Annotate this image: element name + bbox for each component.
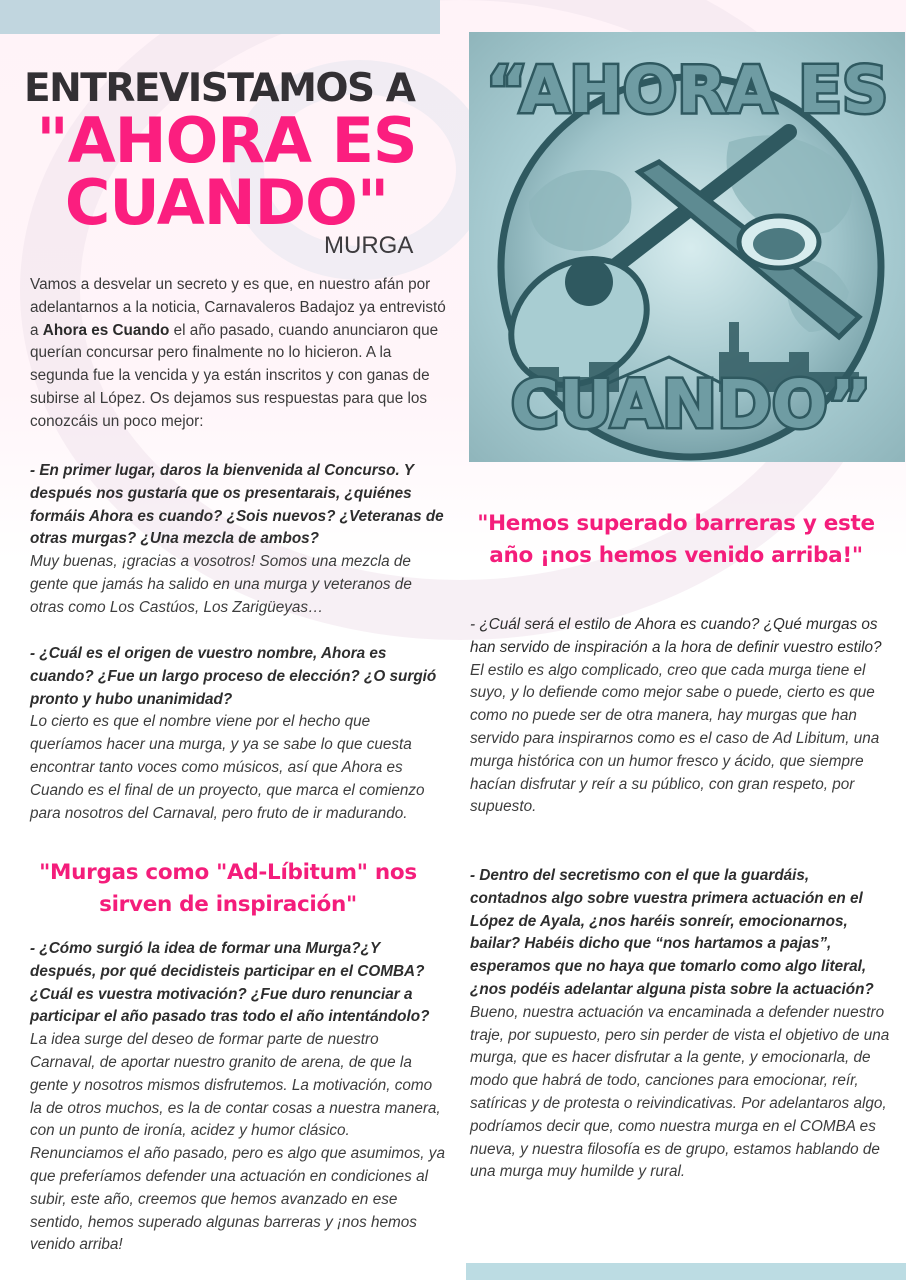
answer: El estilo es algo complicado, creo que cada murga tiene el suyo, y lo defiende como mejor sabe o puede, cierto es que como no puede ser de otra manera, hay murgas que han servido para inspirarnos como es el caso de Ad Libitum, una murga histórica con un humor fresco y ácido, que siempre hacían disfrutar y reír a su público, con gran respeto, por supuesto. bbox=[470, 661, 880, 816]
pullquote-left: "Murgas como "Ad-Líbitum" nos sirven de inspiración" bbox=[39, 860, 417, 917]
answer: Lo cierto es que el nombre viene por el hecho que queríamos hacer una murga, y ya se sabe lo que cuesta encontrar tanto voces como músicos, así que Ahora es Cuando es el final de un proyecto, que marca el comienzo para nosotros del Carnaval, pero fruto de ir madurando. bbox=[30, 713, 425, 822]
question: - ¿Cuál es el origen de vuestro nombre, Ahora es cuando? ¿Fue un largo proceso de elección? ¿O surgió pronto y hubo unanimidad? bbox=[30, 645, 437, 708]
logo-text-bottom: CUANDO” bbox=[510, 366, 872, 443]
pullquote-right: "Hemos superado barreras y este año ¡nos hemos venido arriba!" bbox=[477, 511, 875, 568]
title-line-genre: MURGA bbox=[324, 232, 414, 259]
intro-band-name: Ahora es Cuando bbox=[42, 321, 170, 339]
intro-paragraph bbox=[30, 274, 446, 434]
qa-block-1 bbox=[30, 460, 446, 620]
top-accent-bar bbox=[0, 0, 440, 34]
intro-text: Vamos a desvelar un secreto y es que, en nuestro afán por adelantarnos a la noticia, Carnavaleros Badajoz ya entrevistó a bbox=[30, 276, 446, 339]
logo-text-top: “AHORA ES bbox=[485, 54, 889, 128]
question: - ¿Cómo surgió la idea de formar una Murga?¿Y después, por qué decidisteis participar en el COMBA? ¿Cuál es vuestra motivación? ¿Fue duro renunciar a participar el año pasado tras todo el año intentándolo? bbox=[30, 940, 430, 1026]
title-line-interview: ENTREVISTAMOS A bbox=[24, 66, 415, 111]
band-logo-image bbox=[469, 32, 905, 462]
qa-block-5 bbox=[470, 865, 890, 1184]
question: - ¿Cuál será el estilo de Ahora es cuando? ¿Qué murgas os han servido de inspiración a la hora de definir vuestro estilo? bbox=[470, 616, 882, 656]
answer: La idea surge del deseo de formar parte de nuestro Carnaval, de aportar nuestro granito de arena, de que la gente y nosotros mismos disfrutemos. La motivación, como la de otros muchos, es la de contar cosas a nuestra manera, con un punto de ironía, acidez y humor clásico. Renunciamos el año pasado, pero es algo que asumimos, ya que preferíamos defender una actuación en condiciones al subir, este año, creemos que hemos avanzado en ese sentido, hemos superado algunas barreras y ¡nos hemos venido arriba! bbox=[30, 1031, 445, 1254]
answer: Muy buenas, ¡gracias a vosotros! Somos una mezcla de gente que jamás ha salido en una murga y veteranos de otras como Los Castúos, Los Zarigüeyas… bbox=[30, 553, 412, 616]
question: - Dentro del secretismo con el que la guardáis, contadnos algo sobre vuestra primera actuación en el López de Ayala, ¿nos haréis sonreír, emocionarnos, bailar? Habéis dicho que “nos hartamos a pajas”, esperamos que no haya que tomarlo como algo literal, ¿nos podéis adelantar alguna pista sobre la actuación? bbox=[470, 867, 874, 998]
answer: Bueno, nuestra actuación va encaminada a defender nuestro traje, por supuesto, pero sin perder de vista el objetivo de una murga, que es hacer disfrutar a la gente, y emocionarla, de modo que habrá de todo, canciones para emocionar, reír, satíricas y de protesta o reivindicativas. Por adelantaros algo, podríamos decir que, como nuestra murga en el COMBA es nueva, y nuestra filosofía es de grupo, estamos hablando de una murga muy humilde y rural. bbox=[470, 1003, 890, 1181]
qa-block-4 bbox=[470, 614, 890, 819]
qa-block-3 bbox=[30, 938, 446, 1257]
qa-block-2 bbox=[30, 643, 446, 825]
intro-text-continued: el año pasado, cuando anunciaron que querían concursar pero finalmente no lo hicieron. A la segunda fue la vencida y ya están inscritos y con ganas de subirse al López. Os dejamos sus respuestas para que los conozcáis un poco mejor: bbox=[30, 321, 439, 430]
title-line-band-name: "AHORA ES CUANDO" bbox=[36, 104, 417, 239]
question: - En primer lugar, daros la bienvenida al Concurso. Y después nos gustaría que os presentarais, ¿quiénes formáis Ahora es cuando? ¿Sois nuevos? ¿Veteranas de otras murgas? ¿Una mezcla de ambos? bbox=[30, 462, 444, 548]
bottom-accent-bar bbox=[466, 1263, 906, 1280]
